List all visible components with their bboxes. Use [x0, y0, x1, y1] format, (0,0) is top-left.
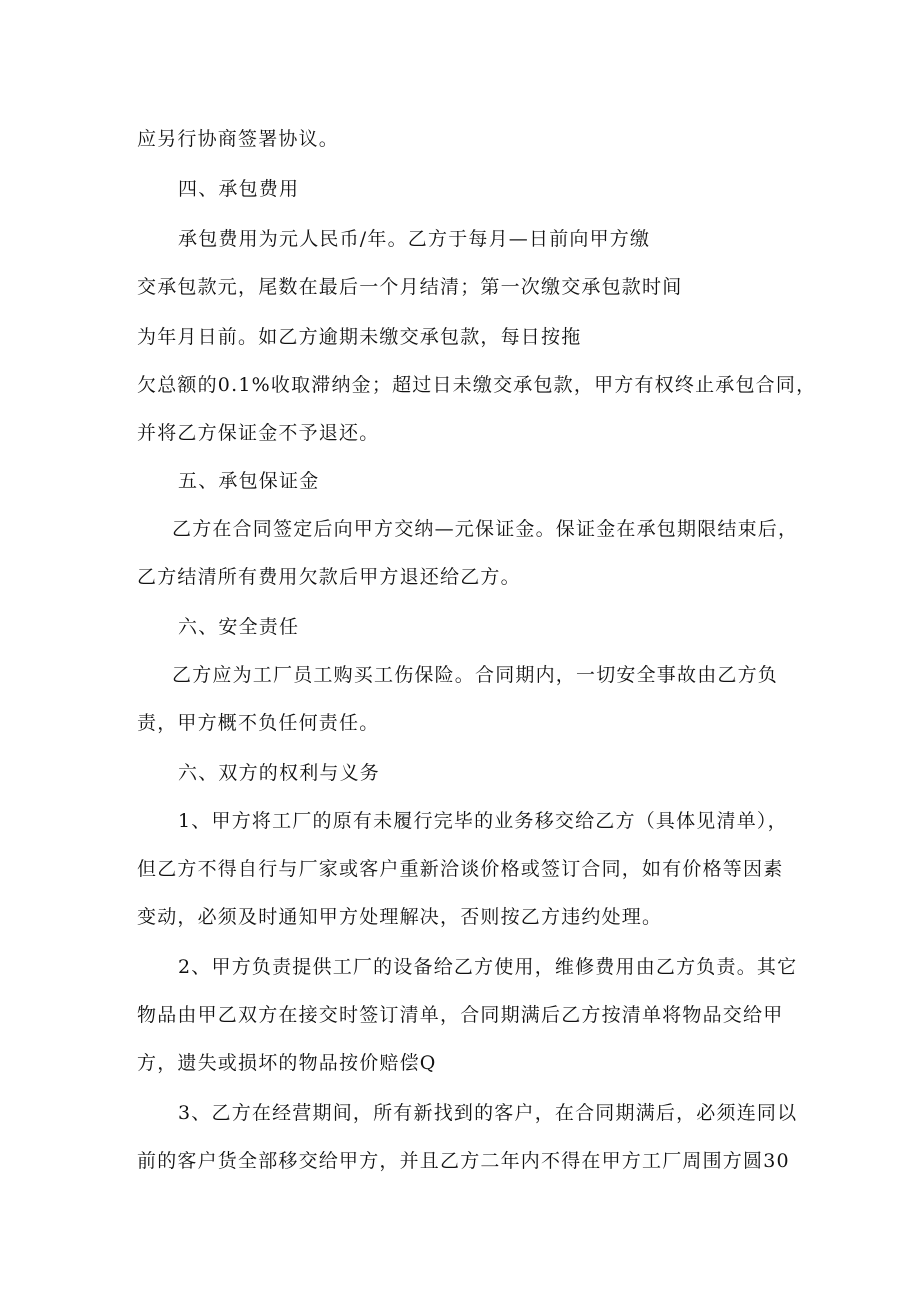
section-heading: 五、承包保证金	[178, 470, 320, 492]
text-line: 前的客户货全部移交给甲方，并且乙方二年内不得在甲方工厂周围方圆30	[137, 1150, 790, 1172]
text-line: 但乙方不得自行与厂家或客户重新洽谈价格或签订合同，如有价格等因素	[137, 858, 784, 880]
text-line: 为年月日前。如乙方逾期未缴交承包款，每日按拖	[137, 326, 582, 348]
section-heading: 四、承包费用	[178, 178, 300, 200]
text-line: 交承包款元，尾数在最后一个月结清；第一次缴交承包款时间	[137, 276, 683, 298]
text-line: 物品由甲乙双方在接交时签订清单，合同期满后乙方按清单将物品交给甲	[137, 1004, 784, 1026]
text-line: 承包费用为元人民币/年。乙方于每月—日前向甲方缴	[178, 228, 651, 250]
text-line: 并将乙方保证金不予退还。	[137, 422, 380, 444]
text-line: 乙方结清所有费用欠款后甲方退还给乙方。	[137, 566, 521, 588]
text-line: 责，甲方概不负任何责任。	[137, 712, 380, 734]
text-line: 变动，必须及时通知甲方处理解决，否则按乙方违约处理。	[137, 906, 663, 928]
text-line: 2、甲方负责提供工厂的设备给乙方使用，维修费用由乙方负责。其它	[178, 956, 798, 978]
text-line: 乙方应为工厂员工购买工伤保险。合同期内，一切安全事故由乙方负	[172, 664, 779, 686]
text-line: 欠总额的0.1%收取滞纳金；超过日未缴交承包款，甲方有权终止承包合同，	[137, 374, 817, 396]
text-line: 1、甲方将工厂的原有未履行完毕的业务移交给乙方（具体见清单），	[178, 810, 788, 832]
section-heading: 六、双方的权利与义务	[178, 762, 381, 784]
text-line: 乙方在合同签定后向甲方交纳—元保证金。保证金在承包期限结束后，	[172, 518, 799, 540]
text-line: 3、乙方在经营期间，所有新找到的客户，在合同期满后，必须连同以	[178, 1102, 798, 1124]
text-line: 方，遗失或损坏的物品按价赔偿Q	[137, 1052, 437, 1074]
text-line: 应另行协商签署协议。	[137, 128, 340, 150]
section-heading: 六、安全责任	[178, 616, 300, 638]
